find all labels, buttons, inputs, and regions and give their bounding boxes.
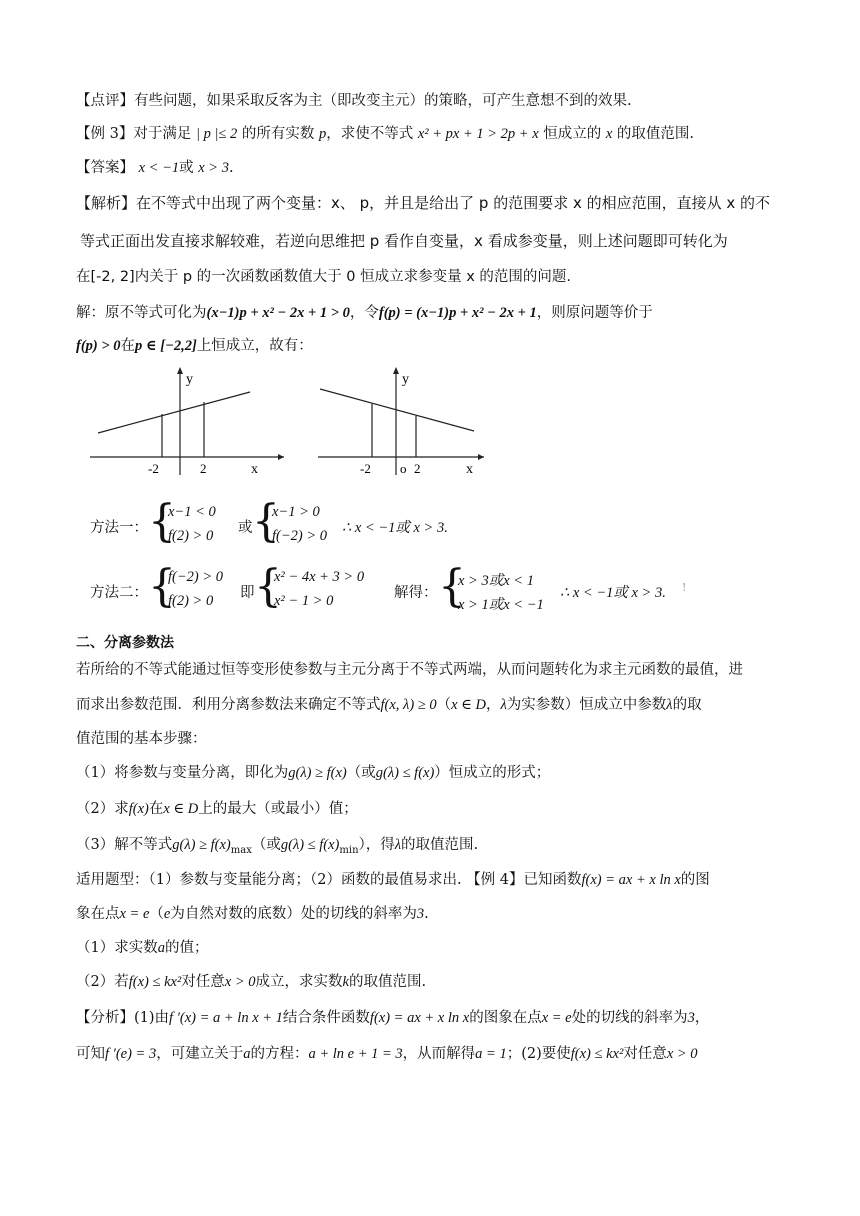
system-row: x > 3或x < 1 — [458, 573, 534, 589]
analysis-line-3: 在[-2, 2]内关于 p 的一次函数函数值大于 0 恒成立求参变量 x 的范围的问题. — [76, 269, 571, 285]
question-1: （1）求实数a的值； — [76, 940, 209, 956]
tick-label: -2 — [148, 461, 159, 476]
system-row: f(2) > 0 — [168, 528, 214, 544]
function-line — [320, 389, 474, 431]
section-para-3: 值范围的基本步骤： — [76, 731, 207, 747]
tick-label: o — [400, 461, 407, 476]
tick-label: -2 — [360, 461, 371, 476]
analysis-line-1: 【解析】在不等式中出现了两个变量：x、 p，并且是给出了 p 的范围要求 x 的相应范围，直接从 x 的不 — [76, 194, 771, 212]
answer-line: 【答案】 x < −1或 x > 3. — [76, 160, 234, 176]
system-row: x² − 4x + 3 > 0 — [274, 569, 365, 585]
y-label: y — [186, 372, 193, 387]
tick-label: 2 — [200, 461, 207, 476]
brace: { — [254, 561, 282, 612]
brace: { — [148, 561, 176, 612]
example-4-line-1: 适用题型：（1）参数与变量能分离；（2）函数的最值易求出. 【例 4】已知函数f(x) = ax + x ln x的图 — [76, 872, 710, 888]
method-2-label: 方法二： — [90, 585, 148, 601]
step-1: （1）将参数与变量分离，即化为g(λ) ≥ f(x)（或g(λ) ≤ f(x)）恒成立的形式； — [76, 765, 551, 781]
system-row: x > 1或x < −1 — [458, 597, 544, 613]
brace: { — [148, 496, 176, 547]
system-row: x−1 > 0 — [272, 504, 320, 520]
method-1 — [90, 498, 690, 554]
section-para-1: 若所给的不等式能通过恒等变形使参数与主元分离于不等式两端，从而问题转化为求主元函数的最值，进 — [76, 662, 743, 678]
solve-text: 解得： — [394, 585, 438, 601]
x-label: x — [466, 462, 473, 477]
method-1-label: 方法一： — [90, 520, 148, 536]
step-2: （2）求f(x)在x ∈ D上的最大（或最小）值； — [76, 801, 358, 817]
system-row: f(2) > 0 — [168, 593, 214, 609]
analysis-line-2: 等式正面出发直接求解较难，若逆向思维把 p 看作自变量，x 看成参变量，则上述问题即可转化为 — [80, 232, 728, 250]
system-row: f(−2) > 0 — [168, 569, 224, 585]
example-3-line: 【例 3】对于满足 | p |≤ 2 的所有实数 p，求使不等式 x² + px + 1 > 2p + x 恒成立的 x 的取值范围. — [76, 126, 695, 142]
solution-line-1: 解：原不等式可化为(x−1)p + x² − 2x + 1 > 0，令f(p) = (x−1)p + x² − 2x + 1，则原问题等价于 — [76, 305, 653, 321]
comment-line: 【点评】有些问题，如果采取反客为主（即改变主元）的策略，可产生意想不到的效果. — [76, 93, 632, 109]
or-text: 或 — [238, 520, 253, 536]
section-heading: 二、分离参数法 — [76, 635, 174, 651]
y-label: y — [402, 372, 409, 387]
graph-increasing — [90, 365, 290, 480]
tick-label: 2 — [414, 461, 421, 476]
result-tail: ! — [682, 581, 687, 594]
y-axis-arrow — [393, 367, 399, 374]
x-label: x — [251, 462, 258, 477]
x-axis-arrow — [278, 454, 284, 460]
brace: { — [252, 496, 280, 547]
analysis-4-line-1: 【分析】(1)由f ′(x) = a + ln x + 1结合条件函数f(x) = ax + x ln x的图象在点x = e处的切线的斜率为3， — [76, 1010, 710, 1026]
brace: { — [438, 561, 466, 612]
section-para-2: 而求出参数范围．利用分离参数法来确定不等式f(x, λ) ≥ 0（x ∈ D，λ为实参数）恒成立中参数λ的取 — [76, 697, 702, 713]
function-line — [98, 392, 250, 433]
example-4-line-2: 象在点x = e（e为自然对数的底数）处的切线的斜率为3. — [76, 906, 429, 922]
method-1-result: ∴ x < −1或 x > 3. — [342, 520, 448, 536]
graph-decreasing — [318, 365, 488, 480]
step-3: （3）解不等式$g(\lambda) \ge f(x)_{max}$（或$g(\lambda) \le f(x)_{min}$），得λ的取值范围. — [76, 837, 479, 856]
x-axis-arrow — [478, 454, 484, 460]
system-row: x² − 1 > 0 — [274, 593, 334, 609]
method-2 — [90, 563, 690, 619]
system-row: x−1 < 0 — [168, 504, 216, 520]
solution-line-2: f(p) > 0在p ∈ [−2,2]上恒成立，故有： — [76, 338, 313, 354]
question-2: （2）若f(x) ≤ kx²对任意x > 0成立，求实数k的取值范围. — [76, 974, 427, 990]
analysis-4-line-2: 可知f ′(e) = 3，可建立关于a的方程：a + ln e + 1 = 3，从而解得a = 1；(2)要使f(x) ≤ kx²对任意x > 0 — [76, 1046, 698, 1062]
then-text: 即 — [240, 585, 255, 601]
y-axis-arrow — [177, 367, 183, 374]
method-2-result: ∴ x < −1或 x > 3. — [560, 585, 666, 601]
system-row: f(−2) > 0 — [272, 528, 328, 544]
